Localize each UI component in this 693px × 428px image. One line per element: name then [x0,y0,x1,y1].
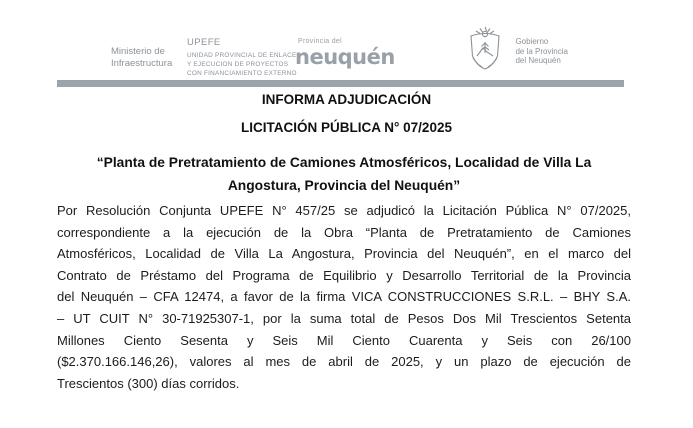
upefe-line3: CON FINANCIAMIENTO EXTERNO [187,70,297,77]
work-name-heading [57,152,631,197]
government-line1: Gobierno [515,37,549,47]
government-line3: del Neuquén [515,56,561,66]
letterhead [0,0,693,80]
neuquen-brand-logo [295,38,395,69]
brand-top-label: Provincia del [298,38,342,45]
neuquen-coat-of-arms-icon [467,26,503,77]
work-name-line1: “Planta de Pretratamiento de Camiones Atmosféricos, Localidad de Villa La [96,155,592,170]
ministry-line1: Ministerio de [111,46,165,57]
ministry-line2: Infraestructura [111,57,173,69]
body-line: – UT CUIT N° 30-71925307-1, por la suma total de Pesos Dos Mil Trescientos Setenta [57,310,631,326]
upefe-logo [187,37,297,78]
body-line: Millones Ciento Sesenta y Seis Mil Ciento Cuarenta y Seis con 26/100 [57,332,631,348]
header-divider-bar [57,80,624,87]
document-title: INFORMA ADJUDICACIÓN [261,92,432,107]
body-line: Por Resolución Conjunta UPEFE N° 457/25 se adjudicó la Licitación Pública N° 07/2025, [57,203,631,218]
work-name-line2: Angostura, Provincia del Neuquén” [227,177,461,193]
body-line: Contrato de Préstamo del Programa de Equilibrio y Desarrollo Territorial de la Provincia [57,267,631,283]
government-label [515,37,567,66]
upefe-acronym: UPEFE [187,37,221,48]
body-paragraph [57,200,631,394]
body-line: correspondiente a la ejecución de la Obra “Planta de Pretratamiento de Camiones [57,224,631,240]
body-line: del Neuquén – CFA 12474, a favor de la firma VICA CONSTRUCCIONES S.R.L. – BHY S.A. [57,289,631,305]
government-logo [467,26,568,77]
body-line: Atmosféricos, Localidad de Villa La Angostura, Provincia del Neuquén”, en el marco del [57,246,631,262]
body-line: ($2.370.166.146,26), valores al mes de abril de 2025, y un plazo de ejecución de [57,354,631,370]
government-line2: de la Provincia [515,46,568,56]
upefe-line2: Y EJECUCION DE PROYECTOS [187,61,289,68]
ministry-logo [111,46,172,69]
upefe-line1: UNIDAD PROVINCIAL DE ENLACE [187,52,297,59]
neuquen-wordmark: neuquén [295,45,395,69]
document-subtitle: LICITACIÓN PÚBLICA N° 07/2025 [241,120,452,135]
body-line: Trescientos (300) días corridos. [57,375,240,391]
